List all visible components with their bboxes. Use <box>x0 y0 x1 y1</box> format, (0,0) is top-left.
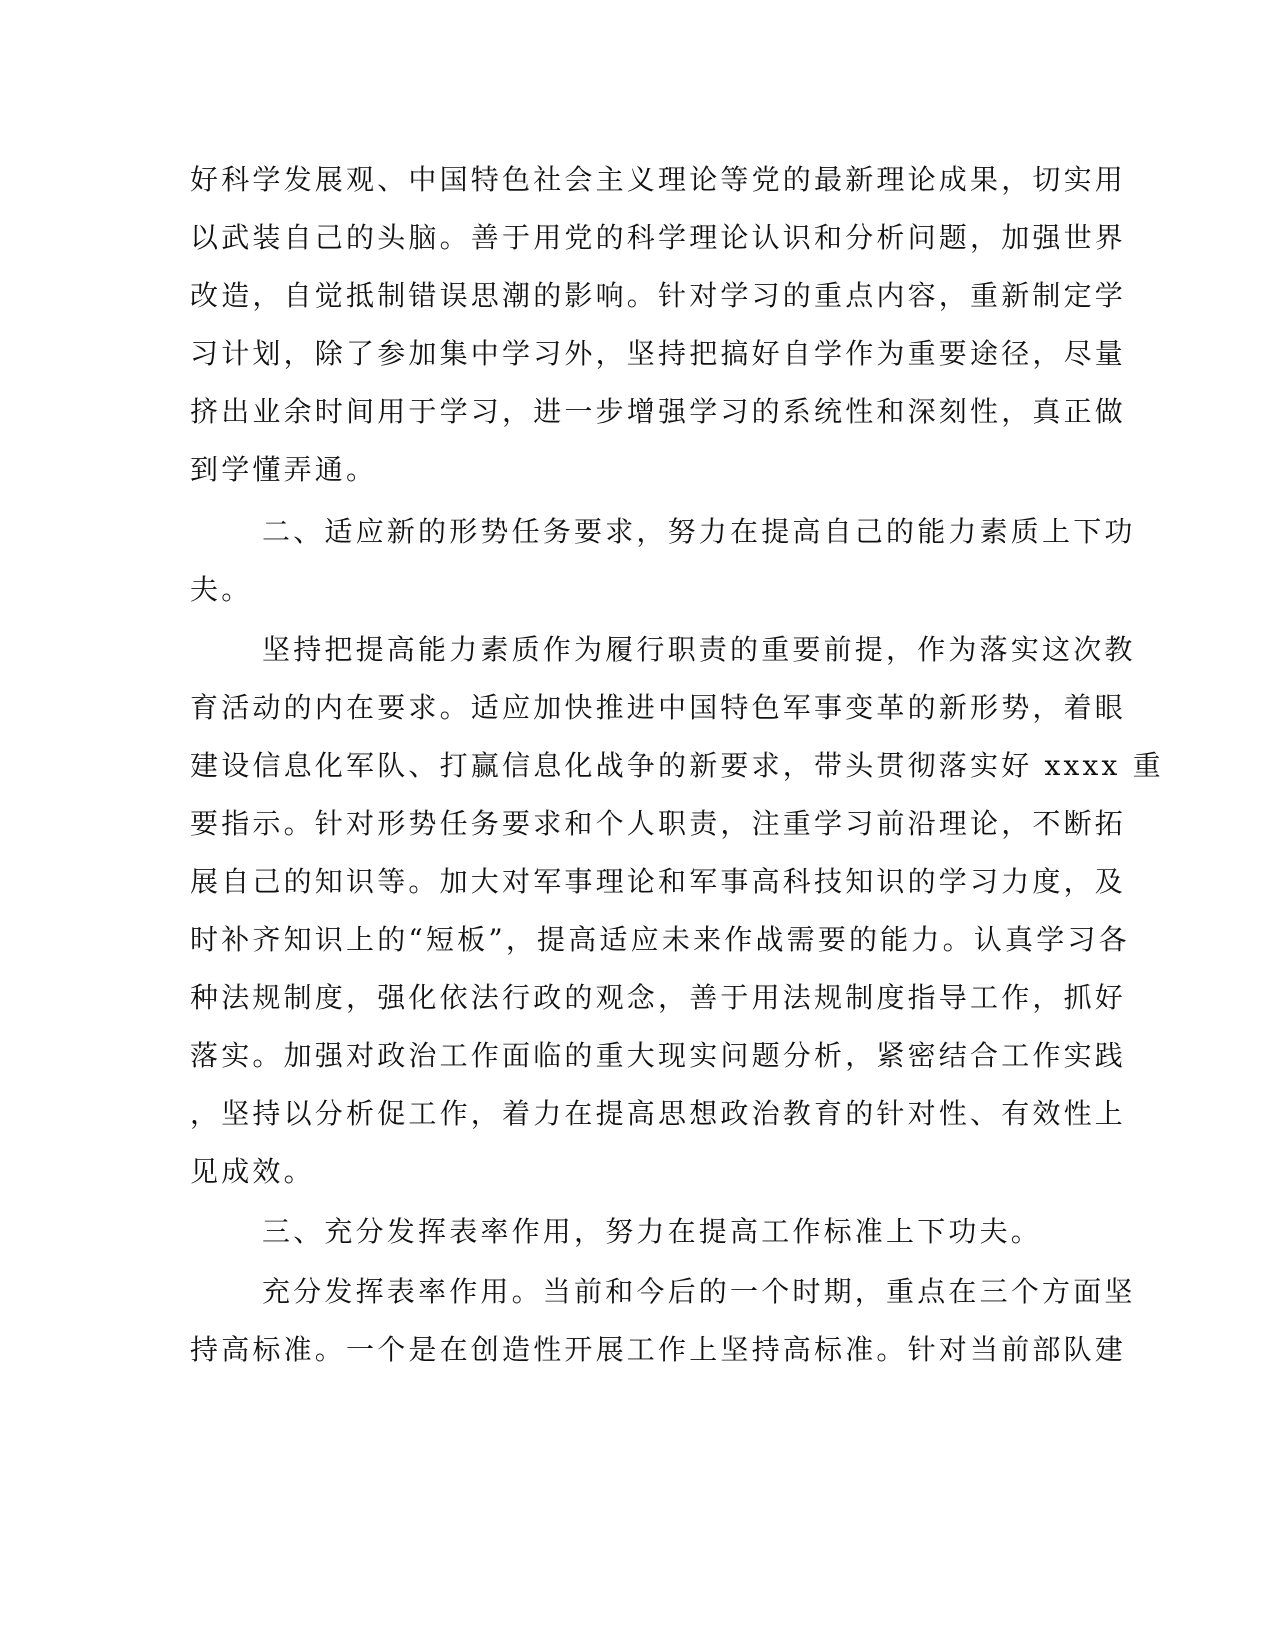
text-line: 坚持把提高能力素质作为履行职责的重要前提，作为落实这次教 <box>262 633 1136 666</box>
text-line: 二、适应新的形势任务要求，努力在提高自己的能力素质上下功 <box>262 515 1136 548</box>
text-line: 夫。 <box>190 573 253 606</box>
text-line: 育活动的内在要求。适应加快推进中国特色军事变革的新形势，着眼 <box>190 691 1127 724</box>
text-line: 三、充分发挥表率作用，努力在提高工作标准上下功夫。 <box>262 1215 1043 1248</box>
text-line: 时补齐知识上的“短板”，提高适应未来作战需要的能力。认真学习各 <box>190 923 1130 956</box>
text-line: 展自己的知识等。加大对军事理论和军事高科技知识的学习力度，及 <box>190 865 1127 898</box>
text-line: 要指示。针对形势任务要求和个人职责，注重学习前沿理论，不断拓 <box>190 807 1127 840</box>
text-line: 持高标准。一个是在创造性开展工作上坚持高标准。针对当前部队建 <box>190 1333 1127 1366</box>
text-line: 充分发挥表率作用。当前和今后的一个时期，重点在三个方面坚 <box>262 1275 1136 1308</box>
text-line: 挤出业余时间用于学习，进一步增强学习的系统性和深刻性，真正做 <box>190 395 1127 428</box>
text-line: 好科学发展观、中国特色社会主义理论等党的最新理论成果，切实用 <box>190 163 1127 196</box>
text-line: 习计划，除了参加集中学习外，坚持把搞好自学作为重要途径，尽量 <box>190 337 1127 370</box>
text-line: 落实。加强对政治工作面临的重大现实问题分析，紧密结合工作实践 <box>190 1039 1127 1072</box>
text-line: 以武装自己的头脑。善于用党的科学理论认识和分析问题，加强世界 <box>190 221 1127 254</box>
text-line: 改造，自觉抵制错误思潮的影响。针对学习的重点内容，重新制定学 <box>190 279 1127 312</box>
text-line: 到学懂弄通。 <box>190 453 378 486</box>
text-line: 种法规制度，强化依法行政的观念，善于用法规制度指导工作，抓好 <box>190 981 1127 1014</box>
text-line: ，坚持以分析促工作，着力在提高思想政治教育的针对性、有效性上 <box>190 1097 1127 1130</box>
text-line: 建设信息化军队、打赢信息化战争的新要求，带头贯彻落实好 xxxx 重 <box>190 749 1164 782</box>
text-line: 见成效。 <box>190 1155 315 1188</box>
